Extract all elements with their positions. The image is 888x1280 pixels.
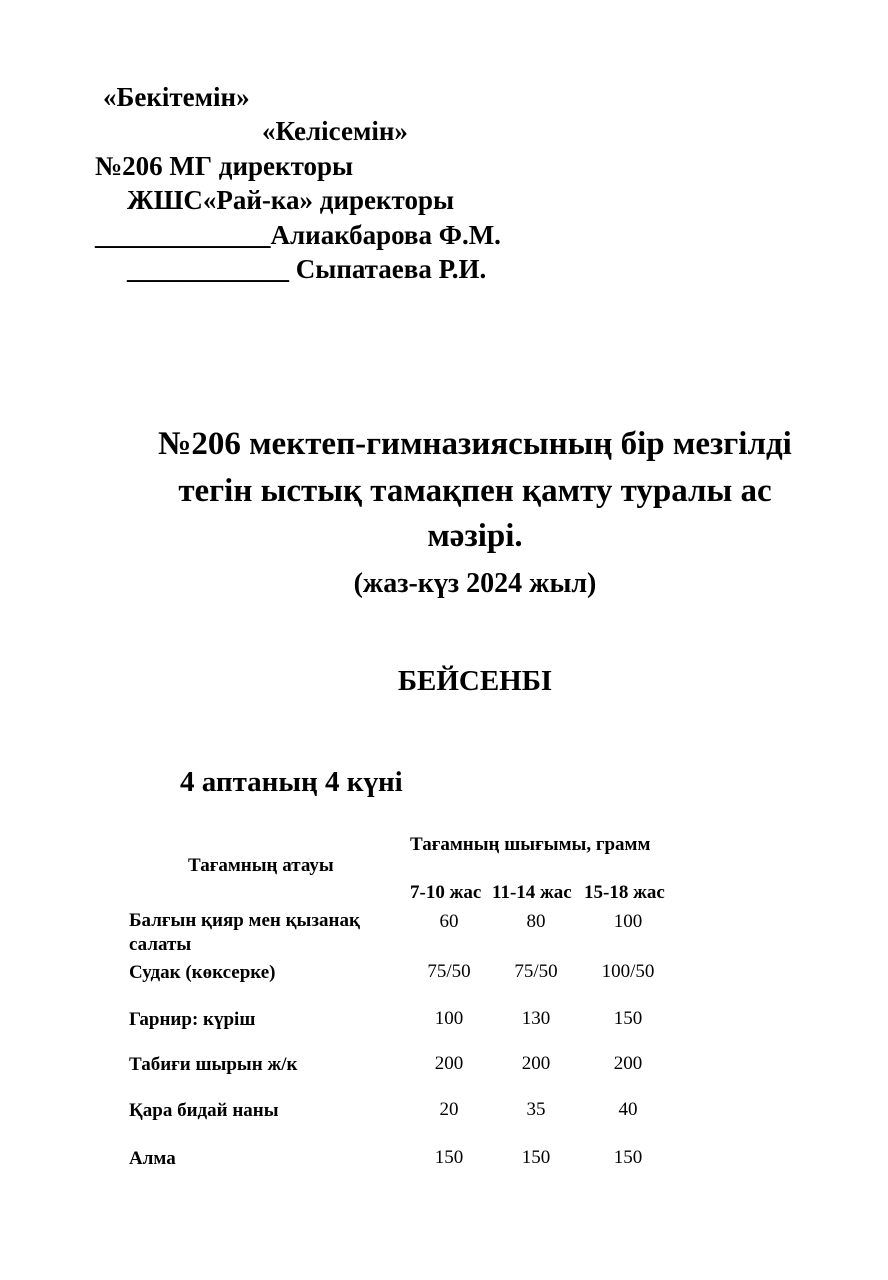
- company-director-label: ЖШС«Рай-ка» директоры: [127, 185, 455, 215]
- table-cell: 80: [526, 911, 546, 932]
- table-cell: 130: [521, 1008, 551, 1029]
- table-cell: 40: [618, 1099, 638, 1120]
- table-row-name: Судак (көксерке): [129, 962, 276, 983]
- table-cell: 20: [439, 1099, 459, 1120]
- table-row-name: Қара бидай наны: [129, 1100, 279, 1121]
- school-director-label: №206 МГ директоры: [95, 151, 354, 181]
- col-header-age-3: 15-18 жас: [584, 882, 665, 903]
- col-header-age-2: 11-14 жас: [492, 882, 572, 903]
- table-cell: 35: [526, 1099, 546, 1120]
- table-cell: 150: [613, 1147, 643, 1168]
- table-row-name: Гарнир: күріш: [129, 1009, 256, 1030]
- day-of-week: БЕЙСЕНБІ: [397, 665, 553, 697]
- table-cell: 200: [613, 1053, 643, 1074]
- table-cell: 150: [613, 1008, 643, 1029]
- director1-signature-line: _____________Алиакбарова Ф.М.: [95, 220, 501, 250]
- table-cell: 75/50: [514, 961, 558, 982]
- col-header-dish-name: Тағамның атауы: [188, 855, 334, 876]
- title-line-1: №206 мектеп-гимназиясының бір мезгілді: [158, 426, 792, 462]
- table-cell: 60: [439, 911, 459, 932]
- week-day-label: 4 аптаның 4 күні: [180, 766, 403, 798]
- table-cell: 200: [434, 1053, 464, 1074]
- season-subtitle: (жаз-күз 2024 жыл): [353, 568, 597, 599]
- table-row-name: Табиғи шырын ж/к: [129, 1054, 298, 1075]
- col-header-yield: Тағамның шығымы, грамм: [410, 834, 651, 855]
- director2-signature-line: ____________ Сыпатаева Р.И.: [127, 254, 487, 284]
- col-header-age-1: 7-10 жас: [410, 882, 482, 903]
- table-cell: 75/50: [427, 961, 471, 982]
- approve-label: «Бекітемін»: [103, 82, 250, 112]
- title-line-3: мәзірі.: [427, 518, 523, 554]
- table-row-name: Алма: [129, 1148, 176, 1169]
- agree-label: «Келісемін»: [262, 116, 408, 146]
- table-cell: 150: [521, 1147, 551, 1168]
- title-line-2: тегін ыстық тамақпен қамту туралы ас: [178, 473, 772, 509]
- table-row-name: Балғын қияр мен қызанақ салаты: [129, 910, 360, 955]
- table-cell: 100: [434, 1008, 464, 1029]
- table-cell: 150: [434, 1147, 464, 1168]
- table-cell: 200: [521, 1053, 551, 1074]
- table-cell: 100: [613, 911, 643, 932]
- table-cell: 100/50: [601, 961, 655, 982]
